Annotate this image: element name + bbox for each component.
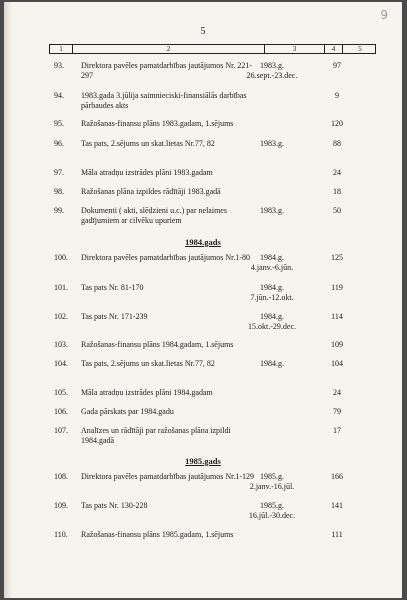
row-date: 1984.g. bbox=[260, 359, 284, 368]
row-number: 93. bbox=[54, 61, 64, 70]
row-title: Direktora pavēles pamatdarbības jautājumos Nr. 221-297 bbox=[81, 61, 253, 80]
row-number: 95. bbox=[54, 119, 64, 128]
row-number: 102. bbox=[54, 312, 68, 321]
row-title: Tas pats, 2.sējums un skat.lietas Nr.77, 82 bbox=[81, 139, 215, 148]
row-pages: 24 bbox=[333, 168, 341, 177]
row-pages: 97 bbox=[333, 61, 341, 70]
row-title: Dokumenti ( akti, slēdzieni u.c.) par nelaimes gadījumiem ar cilvēku upuriem bbox=[81, 206, 227, 225]
row-date: 1984.g. 4.janv.-6.jūn. bbox=[250, 253, 294, 272]
row-title: Direktora pavēles pamatdarbības jautājumos Nr.1-129 bbox=[81, 472, 255, 481]
row-pages: 88 bbox=[333, 139, 341, 148]
row-title: Tas pats Nr. 130-228 bbox=[81, 501, 148, 510]
row-number: 97. bbox=[54, 168, 64, 177]
row-title: Gada pārskats par 1984.gadu bbox=[81, 407, 174, 416]
row-pages: 9 bbox=[335, 91, 339, 100]
binding-edge bbox=[4, 2, 12, 598]
column-header: 4 bbox=[324, 45, 342, 53]
row-title: Analīzes un rādītāji par ražošanas plāna izpildi 1984.gadā bbox=[81, 426, 231, 445]
row-pages: 50 bbox=[333, 206, 341, 215]
row-pages: 18 bbox=[333, 187, 341, 196]
row-number: 94. bbox=[54, 91, 64, 100]
row-number: 108. bbox=[54, 472, 68, 481]
row-date: 1985.g. 2.janv.-16.jūl. bbox=[249, 472, 295, 491]
row-number: 106. bbox=[54, 407, 68, 416]
row-number: 99. bbox=[54, 206, 64, 215]
row-pages: 109 bbox=[331, 340, 343, 349]
row-title: Tas pats Nr. 171-239 bbox=[81, 312, 148, 321]
row-pages: 141 bbox=[331, 501, 343, 510]
row-title: Māla atradņu izstrādes plāni 1983.gadam bbox=[81, 168, 213, 177]
row-number: 110. bbox=[54, 530, 68, 539]
column-header: 1 bbox=[59, 45, 63, 53]
column-header: 5 bbox=[342, 45, 377, 53]
row-pages: 79 bbox=[333, 407, 341, 416]
row-title: Māla atradņu izstrādes plāni 1984.gadam bbox=[81, 388, 213, 397]
row-number: 96. bbox=[54, 139, 64, 148]
row-pages: 24 bbox=[333, 388, 341, 397]
row-date: 1985.g. 16.jūl.-30.dec. bbox=[248, 501, 296, 520]
page-number: 5 bbox=[200, 26, 206, 37]
row-number: 103. bbox=[54, 340, 68, 349]
row-title: Ražošanas plāna izpildes rādītāji 1983.gadā bbox=[81, 187, 221, 196]
row-pages: 104 bbox=[331, 359, 343, 368]
row-title: Tas pats Nr. 81-170 bbox=[81, 283, 144, 292]
column-header: 2 bbox=[72, 45, 264, 53]
row-date: 1983.g. 26.sept.-23.dec. bbox=[246, 61, 298, 80]
row-number: 101. bbox=[54, 283, 68, 292]
row-date: 1983.g. bbox=[260, 206, 284, 215]
row-title: Direktora pavēles pamatdarbības jautājumos Nr.1-80 bbox=[81, 253, 251, 262]
row-number: 98. bbox=[54, 187, 64, 196]
document-page bbox=[4, 2, 402, 598]
row-pages: 114 bbox=[331, 312, 343, 321]
row-pages: 111 bbox=[331, 530, 343, 539]
row-number: 104. bbox=[54, 359, 68, 368]
row-date: 1983.g. bbox=[260, 139, 284, 148]
row-number: 109. bbox=[54, 501, 68, 510]
row-title: 1983.gada 3.jūlija saimnieciski-finansiālās darbības pārbaudes akts bbox=[81, 91, 247, 110]
row-date: 1984.g. 15.okt.-29.dec. bbox=[248, 312, 296, 331]
section-heading-1985: 1985.gads bbox=[185, 456, 221, 466]
column-header-row bbox=[49, 44, 376, 54]
section-heading-1984: 1984.gads bbox=[185, 237, 221, 247]
row-pages: 119 bbox=[331, 283, 343, 292]
row-date: 1984.g. 7.jūn.-12.okt. bbox=[250, 283, 294, 302]
row-title: Tas pats, 2.sējums un skat.lietas Nr.77, 82 bbox=[81, 359, 215, 368]
row-title: Ražošanas-finansu plāns 1984.gadam, 1.sējums bbox=[81, 340, 234, 349]
row-number: 100. bbox=[54, 253, 68, 262]
row-title: Ražošanas-finansu plāns 1985.gadam, 1.sējums bbox=[81, 530, 234, 539]
row-number: 105. bbox=[54, 388, 68, 397]
row-pages: 166 bbox=[331, 472, 343, 481]
column-header: 3 bbox=[264, 45, 324, 53]
row-title: Ražošanas-finansu plāns 1983.gadam, 1.sējums bbox=[81, 119, 234, 128]
row-pages: 120 bbox=[331, 119, 343, 128]
row-pages: 125 bbox=[331, 253, 343, 262]
row-number: 107. bbox=[54, 426, 68, 435]
pencil-page-mark: 9 bbox=[380, 8, 388, 22]
row-pages: 17 bbox=[333, 426, 341, 435]
